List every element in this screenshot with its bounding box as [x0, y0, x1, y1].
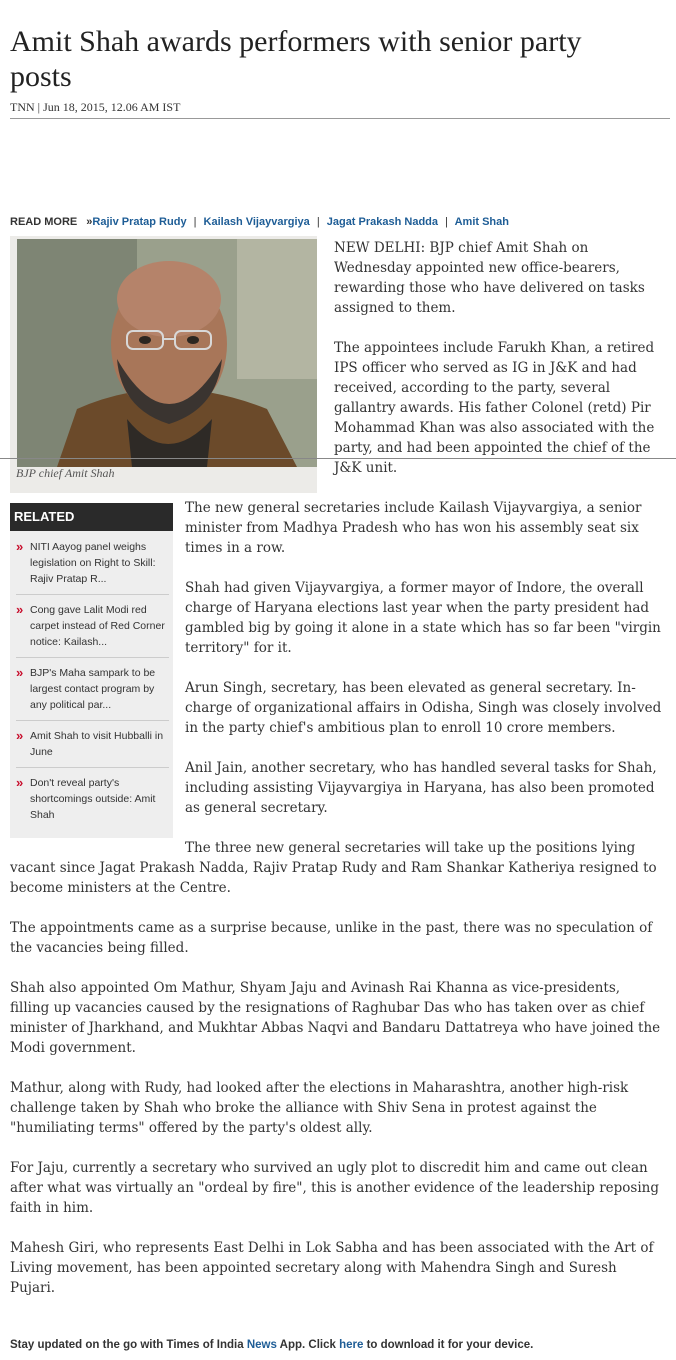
news-app-link[interactable]: News — [246, 1339, 277, 1351]
story-paragraph: Mahesh Giri, who represents East Delhi in Lok Sabha and has been associated with the Art of Living movement, has been appointed secretary along with Mahendra Singh and Suresh Pujari. — [10, 1240, 654, 1296]
footer-prefix: Stay updated on the go with Times of India — [10, 1339, 247, 1351]
story-paragraph: For Jaju, currently a secretary who survived an ugly plot to discredit him and came out clean after what was virtually an "ordeal by fire", this is another evidence of the leadership reposing faith in him. — [10, 1160, 660, 1216]
read-more-arrow-icon: » — [86, 216, 93, 228]
double-chevron-icon: » — [16, 775, 24, 790]
tag-link-kailash-vijayvargiya[interactable]: Kailash Vijayvargiya — [203, 216, 310, 228]
read-more-label: READ MORE — [10, 216, 78, 228]
story-paragraph: The new general secretaries include Kailash Vijayvargiya, a senior minister from Madhya Pradesh who has won his assembly seat six times in a row. — [185, 500, 642, 556]
double-chevron-icon: » — [16, 728, 24, 743]
story-paragraph: Mathur, along with Rudy, had looked after the elections in Maharashtra, another high-risk challenge taken by Shah who broke the alliance with Shiv Sena in protest against the "humiliating terms" offered by the party's oldest ally. — [10, 1080, 629, 1136]
tag-link-amit-shah[interactable]: Amit Shah — [454, 216, 509, 228]
footer-suffix: to download it for your device. — [363, 1339, 534, 1351]
story-paragraph: Anil Jain, another secretary, who has handled several tasks for Shah, including assisting Vijayvargiya in Haryana, has also been promoted as general secretary. — [185, 760, 657, 816]
double-chevron-icon: » — [16, 665, 24, 680]
story-paragraph: Arun Singh, secretary, has been elevated as general secretary. In-charge of organizational affairs in Odisha, Singh was closely involved in the party chief's ambitious plan to enroll 10 crore members. — [185, 680, 662, 736]
related-link[interactable]: Don't reveal party's shortcomings outside: Amit Shah — [30, 777, 156, 821]
footer-middle: App. Click — [276, 1339, 340, 1351]
photo-caption: BJP chief Amit Shah — [16, 466, 115, 480]
article-body — [10, 238, 662, 1318]
double-chevron-icon: » — [16, 602, 24, 617]
read-more-bar — [10, 216, 670, 228]
story-paragraph: The appointments came as a surprise because, unlike in the past, there was no speculation of the vacancies being filled. — [10, 920, 653, 956]
related-link[interactable]: Cong gave Lalit Modi red carpet instead of Red Corner notice: Kailash... — [30, 604, 165, 648]
double-chevron-icon: » — [16, 539, 24, 554]
tag-link-jagat-prakash-nadda[interactable]: Jagat Prakash Nadda — [326, 216, 439, 228]
story-paragraph: Shah had given Vijayvargiya, a former mayor of Indore, the overall charge of Haryana elections last year when the party president had gambled big by going it alone in a state which has so far been "virgin territory" for it. — [185, 580, 661, 656]
related-heading: RELATED — [10, 503, 173, 531]
app-promo-footer — [10, 1339, 670, 1351]
related-link[interactable]: BJP's Maha sampark to be largest contact program by any political par... — [30, 667, 156, 711]
story-paragraph: NEW DELHI: BJP chief Amit Shah on Wednesday appointed new office-bearers, rewarding those who have delivered on tasks assigned to them. — [334, 240, 645, 316]
related-float-spacer — [10, 498, 185, 850]
tag-separator: | — [445, 216, 448, 228]
story-paragraph: Shah also appointed Om Mathur, Shyam Jaju and Avinash Rai Khanna as vice-presidents, filling up vacancies caused by the resignations of Raghubar Das who has taken over as chief minister of Jharkhand, and Mukhtar Abbas Naqvi and Bandaru Dattatreya who have joined the Modi government. — [10, 980, 661, 1056]
story-paragraph: The appointees include Farukh Khan, a retired IPS officer who served as IG in J&K and had received, according to the party, several gallantry awards. His father Colonel (retd) Pir Mohammad Khan was also associated with the party, and had been appointed the chief of the J&K unit. — [334, 340, 655, 476]
tag-link-rajiv-pratap-rudy[interactable]: Rajiv Pratap Rudy — [92, 216, 187, 228]
tag-separator: | — [316, 216, 320, 228]
article-headline: Amit Shah awards performers with senior party posts — [10, 25, 582, 93]
photo-float-spacer — [10, 238, 334, 488]
article-byline: TNN | Jun 18, 2015, 12.06 AM IST — [10, 100, 181, 114]
title-divider — [10, 118, 670, 119]
download-here-link[interactable]: here — [339, 1339, 364, 1351]
tag-separator: | — [193, 216, 197, 228]
related-link[interactable]: NITI Aayog panel weighs legislation on Right to Skill: Rajiv Pratap R... — [30, 541, 156, 585]
story-paragraph: The three new general secretaries will take up the positions lying vacant since Jagat Prakash Nadda, Rajiv Pratap Rudy and Ram Shankar Katheriya resigned to become ministers at the Centre. — [10, 840, 657, 896]
related-link[interactable]: Amit Shah to visit Hubballi in June — [30, 730, 164, 758]
